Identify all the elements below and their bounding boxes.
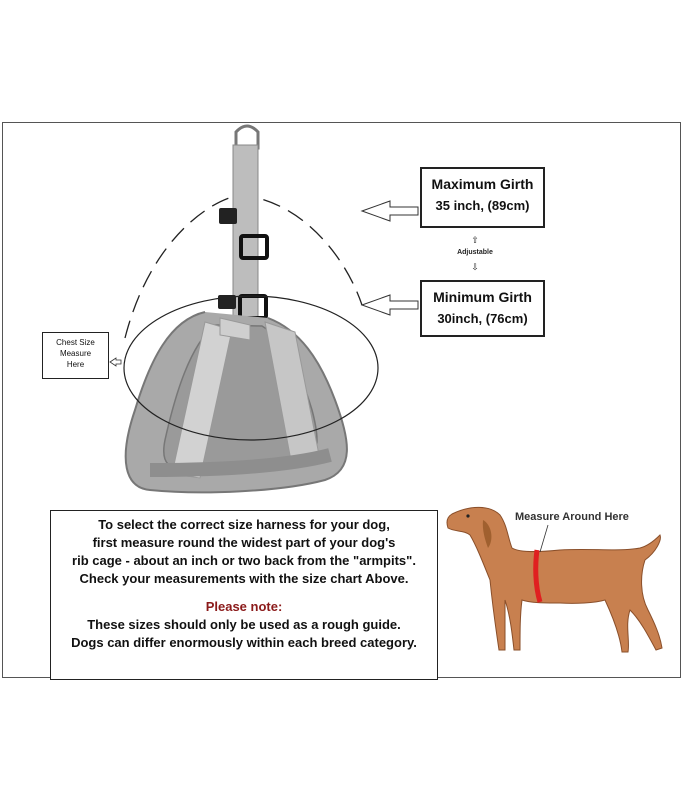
min-girth-value: 30inch, (76cm)	[437, 311, 528, 326]
max-girth-title: Maximum Girth	[431, 176, 534, 192]
instruction-line: To select the correct size harness for your dog,	[98, 517, 390, 532]
chest-size-box	[42, 332, 109, 379]
note-line: Dogs can differ enormously within each breed category.	[71, 635, 417, 650]
dog-measure-label: Measure Around Here	[515, 511, 629, 523]
note-line: These sizes should only be used as a rough guide.	[87, 617, 401, 632]
dog-icon	[447, 507, 662, 652]
chest-arrow-icon	[110, 358, 121, 366]
adjustable-label: Adjustable	[457, 249, 493, 256]
harness-icon	[126, 126, 347, 492]
instruction-line: Check your measurements with the size chart Above.	[79, 571, 409, 586]
min-girth-arrow-icon	[362, 295, 418, 315]
max-girth-arrow-icon	[362, 201, 418, 221]
instruction-line: rib cage - about an inch or two back from the "armpits".	[72, 553, 416, 568]
min-girth-box	[420, 280, 545, 337]
note-title: Please note:	[205, 599, 283, 614]
instruction-line: first measure round the widest part of your dog's	[92, 535, 396, 550]
adjust-up-arrow-icon: ⇧	[471, 235, 479, 245]
chest-size-line: Measure	[59, 349, 92, 358]
max-girth-value: 35 inch, (89cm)	[435, 198, 530, 213]
sizing-instructions-box	[50, 510, 438, 680]
max-girth-box	[420, 167, 545, 228]
min-girth-title: Minimum Girth	[433, 289, 532, 305]
chest-size-line: Chest Size	[56, 338, 95, 347]
chest-size-line: Here	[66, 360, 85, 369]
adjust-down-arrow-icon: ⇩	[471, 262, 479, 272]
